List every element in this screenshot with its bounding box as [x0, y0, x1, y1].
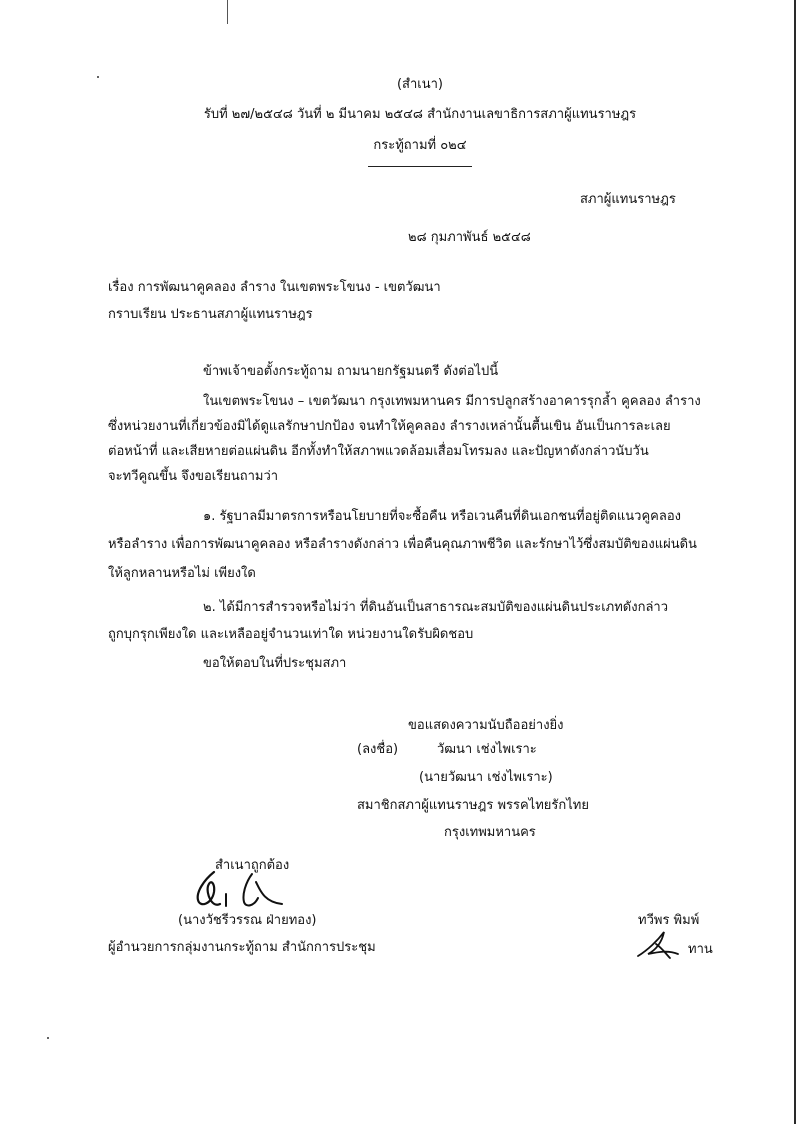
- origin: สภาผู้แทนราษฎร: [580, 192, 676, 207]
- question-2-line: ๒. ได้มีการสำรวจหรือไม่ว่า ที่ดินอันเป็นสาธารณะสมบัติของแผ่นดินประเภทดังกล่าว: [203, 600, 669, 615]
- certified-copy: สำเนาถูกต้อง: [215, 858, 290, 873]
- answer-request: ขอให้ตอบในที่ประชุมสภา: [203, 656, 347, 671]
- body-line: ในเขตพระโขนง – เขตวัฒนา กรุงเทพมหานคร มีการปลูกสร้างอาคารรุกล้ำ คูคลอง ลำราง: [203, 394, 701, 409]
- body-line: ต่อหน้าที่ และเสียหายต่อแผ่นดิน อีกทั้งทำให้สภาพแวดล้อมเสื่อมโทรมลง และปัญหาดังกล่าวนับวัน: [108, 444, 649, 459]
- question-1-line: ให้ลูกหลานหรือไม่ เพียงใด: [108, 566, 256, 581]
- signer-full-name: (นายวัฒนา เช่งไพเราะ): [419, 770, 553, 785]
- initials-signature: [634, 928, 682, 962]
- sign-label: (ลงชื่อ): [357, 742, 399, 757]
- signer-province: กรุงเทพมหานคร: [444, 825, 536, 840]
- salutation: กราบเรียน ประธานสภาผู้แทนราษฎร: [108, 307, 313, 322]
- body-line: จะทวีคูณขึ้น จึงขอเรียนถามว่า: [108, 469, 279, 484]
- question-number: กระทู้ถามที่ ๐๒๔: [373, 138, 467, 153]
- certifier-position: ผู้อำนวยการกลุ่มงานกระทู้ถาม สำนักการประชุม: [108, 940, 376, 955]
- letter-date: ๒๘ กุมภาพันธ์ ๒๕๔๘: [408, 230, 531, 245]
- header-divider: [368, 166, 472, 167]
- typed-by: ทวีพร พิมพ์: [638, 913, 700, 928]
- question-2-line: ถูกบุกรุกเพียงใด และเหลืออยู่จำนวนเท่าใด หน่วยงานใดรับผิดชอบ: [108, 627, 474, 642]
- checked-mark: ทาน: [688, 942, 713, 957]
- subject: เรื่อง การพัฒนาคูคลอง ลำราง ในเขตพระโขนง - เขตวัฒนา: [108, 280, 441, 295]
- received-line: รับที่ ๒๗/๒๕๔๘ วันที่ ๒ มีนาคม ๒๕๔๘ สำนักงานเลขาธิการสภาผู้แทนราษฎร: [203, 107, 637, 122]
- scan-edge-line: [794, 0, 796, 1124]
- signer-position: สมาชิกสภาผู้แทนราษฎร พรรคไทยรักไทย: [357, 798, 589, 813]
- copy-mark: (สำเนา): [396, 77, 443, 92]
- scan-speck: [47, 1037, 49, 1039]
- intro: ข้าพเจ้าขอตั้งกระทู้ถาม ถามนายกรัฐมนตรี ดังต่อไปนี้: [203, 364, 499, 379]
- closing-regards: ขอแสดงความนับถืออย่างยิ่ง: [408, 718, 564, 733]
- sign-name: วัฒนา เช่งไพเราะ: [437, 742, 537, 757]
- certifier-name: (นางวัชรีวรรณ ฝ่ายทอง): [178, 913, 317, 928]
- question-1-line: หรือลำราง เพื่อการพัฒนาคูคลอง หรือลำรางดังกล่าว เพื่อคืนคุณภาพชีวิต และรักษาไว้ซึ่งสมบัติของแผ่นดิน: [108, 537, 697, 552]
- scan-speck: [97, 76, 99, 78]
- question-1-line: ๑. รัฐบาลมีมาตรการหรือนโยบายที่จะซื้อคืน หรือเวนคืนที่ดินเอกชนที่อยู่ติดแนวคูคลอง: [203, 509, 681, 524]
- body-line: ซึ่งหน่วยงานที่เกี่ยวข้องมิได้ดูแลรักษาปกป้อง จนทำให้คูคลอง ลำรางเหล่านั้นตื้นเขิน อันเป็นการละเลย: [108, 419, 671, 434]
- handwritten-signature: [186, 868, 296, 912]
- scan-top-mark: [227, 0, 228, 24]
